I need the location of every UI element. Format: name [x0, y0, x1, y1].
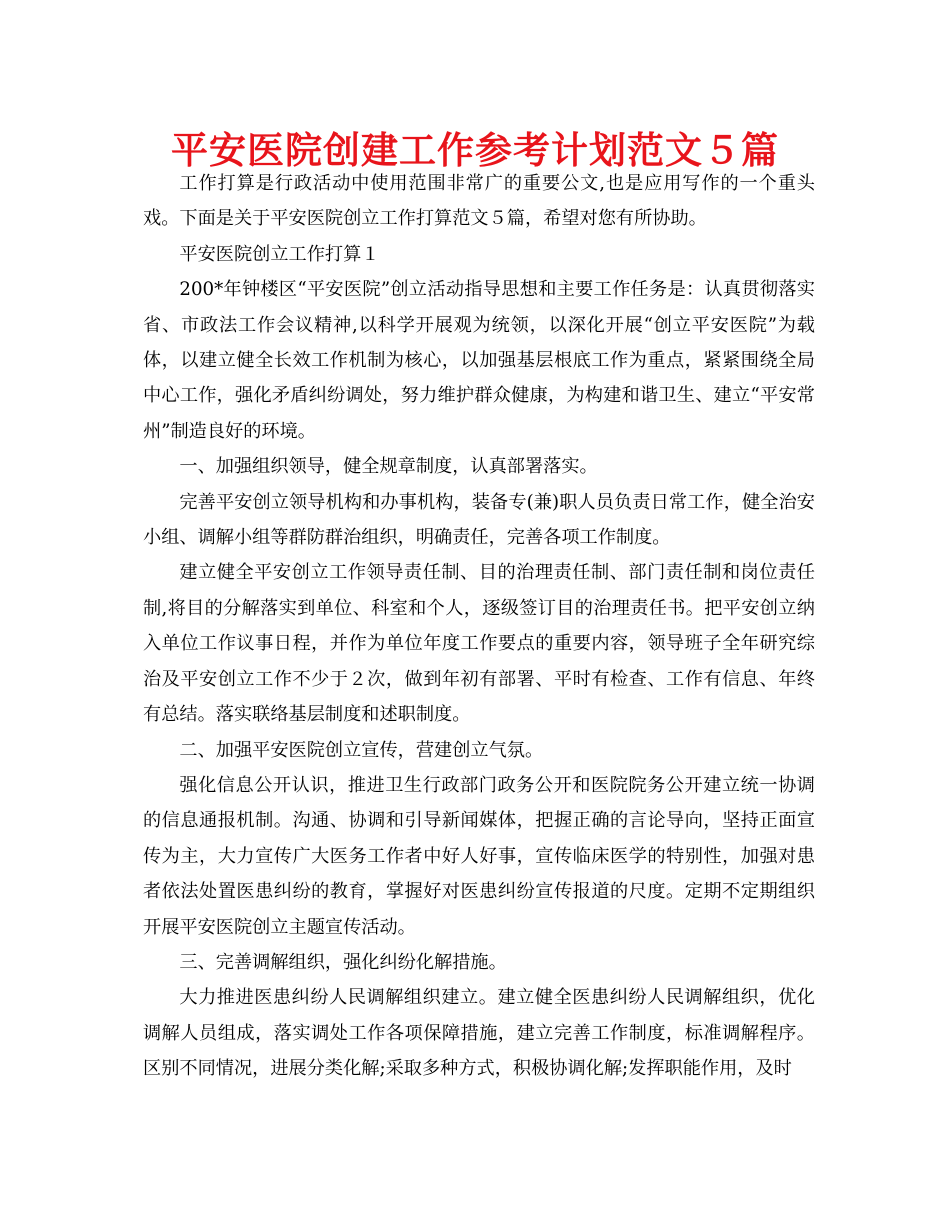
section-heading-plan-1: 平安医院创立工作打算１	[179, 243, 380, 265]
heading-mediation: 三、完善调解组织，强化纠纷化解措施。	[179, 951, 507, 973]
mediation-paragraph: 大力推进医患纠纷人民调解组织建立。建立健全医患纠纷人民调解组织，优化调解人员组成，落实调处工作各项保障措施，建立完善工作制度，标准调解程序。区别不同情况，进展分类化解;采取多种方式，积极协调化解;发挥职能作用，及时	[143, 987, 815, 1080]
heading-publicity: 二、加强平安医院创立宣传，营建创立气氛。	[179, 739, 544, 761]
intro-paragraph: 工作打算是行政活动中使用范围非常广的重要公文,也是应用写作的一个重头戏。下面是关于平安医院创立工作打算范文５篇，希望对您有所协助。	[143, 173, 815, 230]
document-title: 平安医院创建工作参考计划范文５篇	[171, 129, 779, 172]
leadership-paragraph-1: 完善平安创立领导机构和办事机构，装备专(兼)职人员负责日常工作，健全治安小组、调解小组等群防群治组织，明确责任，完善各项工作制度。	[143, 491, 815, 549]
heading-strengthen-leadership: 一、加强组织领导，健全规章制度，认真部署落实。	[179, 456, 598, 478]
leadership-paragraph-2: 建立健全平安创立工作领导责任制、目的治理责任制、部门责任制和岗位责任制,将目的分解落实到单位、科室和个人，逐级签订目的治理责任书。把平安创立纳入单位工作议事日程，并作为单位年度工作要点的重要内容，领导班子全年研究综治及平安创立工作不少于２次，做到年初有部署、平时有检查、工作有信息、年终有总结。落实联络基层制度和述职制度。	[143, 562, 815, 726]
guiding-thought-paragraph: 200*年钟楼区“平安医院”创立活动指导思想和主要工作任务是：认真贯彻落实省、市政法工作会议精神,以科学开展观为统领，以深化开展“创立平安医院”为载体，以建立健全长效工作机制为核心，以加强基层根底工作为重点，紧紧围绕全局中心工作，强化矛盾纠纷调处，努力维护群众健康，为构建和谐卫生、建立“平安常州”制造良好的环境。	[143, 279, 815, 442]
document-body	[143, 166, 815, 1087]
publicity-paragraph: 强化信息公开认识，推进卫生行政部门政务公开和医院院务公开建立统一协调的信息通报机制。沟通、协调和引导新闻媒体，把握正确的言论导向，坚持正面宣传为主，大力宣传广大医务工作者中好人好事，宣传临床医学的特别性，加强对患者依法处置医患纠纷的教育，掌握好对医患纠纷宣传报道的尺度。定期不定期组织开展平安医院创立主题宣传活动。	[143, 774, 815, 938]
